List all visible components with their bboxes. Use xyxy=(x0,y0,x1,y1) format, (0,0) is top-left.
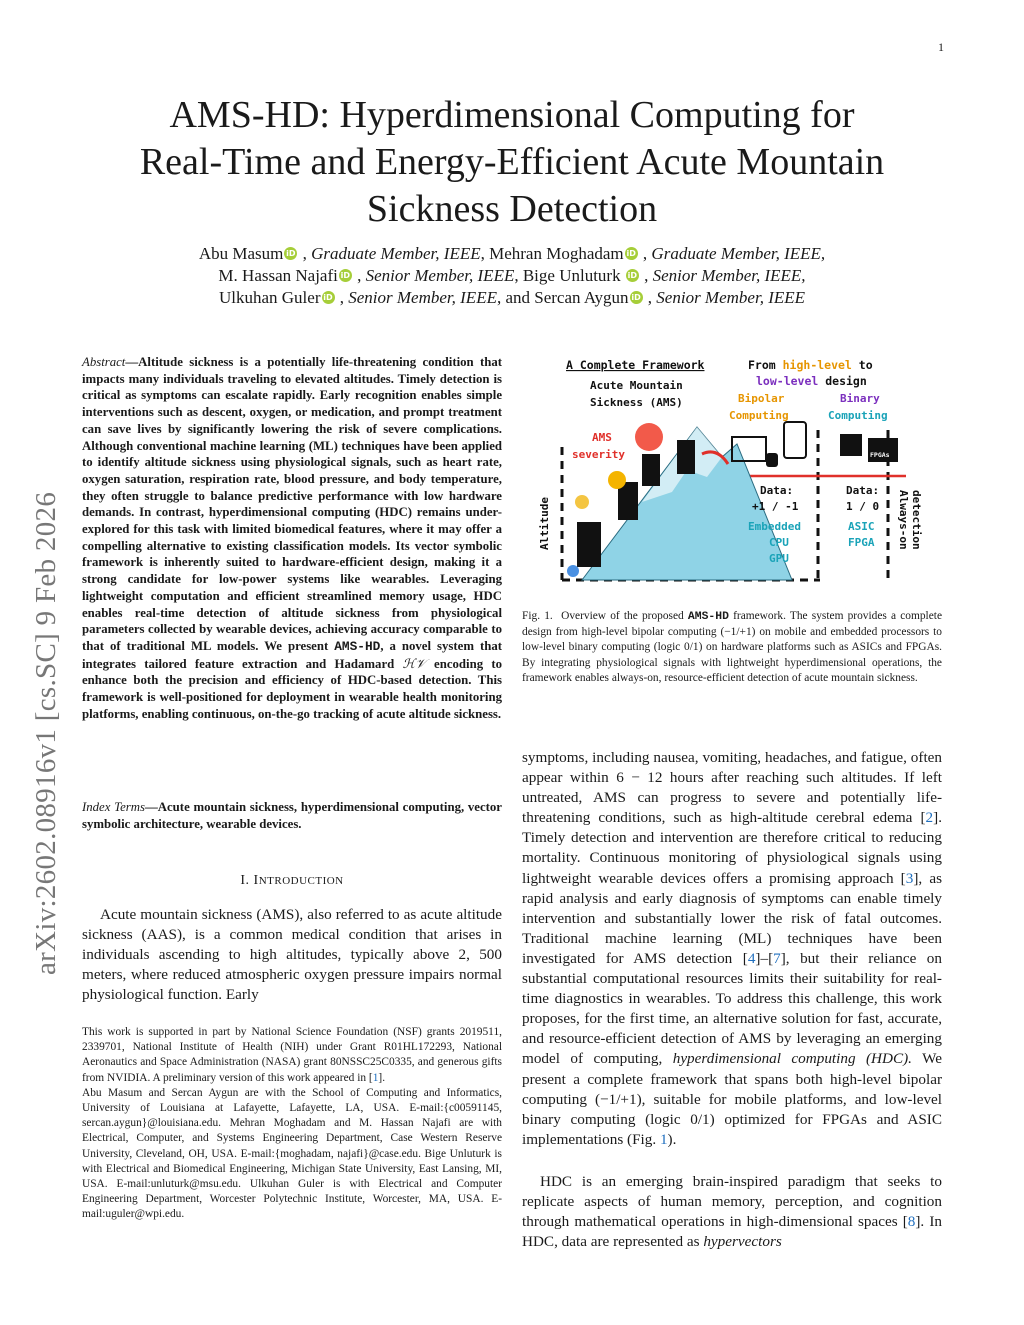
title-line-3: Sickness Detection xyxy=(366,188,658,230)
author-name: Mehran Moghadam xyxy=(489,244,624,263)
author-membership: Senior Member, IEEE, xyxy=(652,266,806,285)
index-terms-label: Index Terms xyxy=(82,800,145,814)
orcid-icon[interactable]: iD xyxy=(631,293,641,302)
phone-icon xyxy=(784,422,806,458)
author-name: Sercan Aygun xyxy=(534,288,629,307)
author-membership: Graduate Member, IEEE xyxy=(311,244,481,263)
fig-data-left-2: +1 / -1 xyxy=(752,500,799,513)
author-membership: Graduate Member, IEEE, xyxy=(651,244,826,263)
author-name: Bige Unluturk xyxy=(522,266,621,285)
intro-paragraph: Acute mountain sickness (AMS), also referred to as acute altitude sickness (AAS), is a common medical condition that arises in individuals ascending to high altitudes, typically above 2, 500 meters, where reduced atmospheric oxygen pressure impairs normal physiological function. Early xyxy=(82,906,502,1004)
fig-embedded: Embedded xyxy=(748,520,801,533)
orcid-icon[interactable]: iD xyxy=(627,271,638,280)
fig-altitude-label: Altitude xyxy=(538,497,551,550)
orcid-icon[interactable]: iD xyxy=(340,271,351,280)
fig-gpu: GPU xyxy=(769,552,789,565)
citation-link[interactable]: 8 xyxy=(907,1213,916,1231)
footnote xyxy=(82,1025,502,1223)
fpga-chip-label: FPGAs xyxy=(870,451,890,459)
fig-ams-label-1: Acute Mountain xyxy=(590,379,683,392)
orcid-icon[interactable]: iD xyxy=(286,249,296,258)
fig-always-on-1: Always-on xyxy=(897,490,910,550)
author-name: Abu Masum xyxy=(198,244,284,263)
fig-bipolar-1: Bipolar xyxy=(738,392,785,405)
funding-note: This work is supported in part by National Science Foundation (NSF) grants 2019511, 2339701, National Institute of Health (NIH) under Grant R01HL172293, National Aeronautics and Space Administration (NASA) grant 80NSSC25C0335, and generous gifts from NVIDIA. A preliminary version of this work appeared in [1]. xyxy=(82,1026,502,1084)
neutral-face-icon xyxy=(608,471,626,489)
fig-header-right: From high-level to xyxy=(748,358,873,372)
fig-data-right-1: Data: xyxy=(846,484,880,497)
sad-face-icon xyxy=(635,423,663,451)
author-membership: Senior Member, IEEE xyxy=(365,266,515,285)
fig-binary-2: Computing xyxy=(828,409,888,422)
author-name: Ulkuhan Guler xyxy=(218,288,321,307)
figure-caption: Fig. 1. Overview of the proposed AMS-HD framework. The system provides a complete design from high-level bipolar computing (−1/+1) on mobile and embedded processors to low-level binary computing (logic 0/1) on hardware platforms such as ASICs and FPGAs. By integrating physiological signals with lightweight hyperdimensional operations, the framework enables always-on, resource-efficient detection of acute mountain sickness. xyxy=(522,610,942,684)
system-name: AMS-HD xyxy=(687,611,729,623)
orcid-icon[interactable]: iD xyxy=(626,249,636,258)
chip-icon xyxy=(840,434,862,456)
right-paragraph-2: HDC is an emerging brain-inspired paradigm that seeks to replicate aspects of human memory, perception, and cognition through mathematical operations in high-dimensional spaces [8]. In HDC, data are represented as hypervectors xyxy=(522,1173,942,1251)
index-terms: Index Terms—Acute mountain sickness, hyperdimensional computing, vector symbolic architecture, wearable devices. xyxy=(82,800,502,831)
orcid-icon[interactable]: iD xyxy=(323,293,333,302)
citation-link[interactable]: 7 xyxy=(773,949,781,967)
fig-asic: ASIC xyxy=(848,520,875,533)
author-membership: Senior Member, IEEE xyxy=(656,288,806,307)
author-membership: Senior Member, IEEE xyxy=(348,288,497,307)
fig-severity-2: severity xyxy=(572,448,625,461)
fig-always-on-2: detection xyxy=(910,490,923,550)
figure-link[interactable]: 1 xyxy=(659,1130,668,1148)
fig-severity-1: AMS xyxy=(592,431,612,444)
fig-fpga: FPGA xyxy=(848,536,875,549)
affiliation-note: Abu Masum and Sercan Aygun are with the School of Computing and Informatics, University of Louisiana at Lafayette, Lafayette, LA, USA. E-mail:{c00591145, sercan.aygun}@louisiana.edu. Mehran Moghadam and M. Hassan Najafi are with Electrical, Computer, and Systems Engineering Department, Case Western Reserve University, Cleveland, OH, USA. E-mail:{moghadam, najafi}@case.edu. Bige Unluturk is with Electrical and Biomedical Engineering, Michigan State University, East Lansing, MI, USA. E-mail:unluturk@msu.edu. Ulkuhan Guler is with Electrical and Computer Engineering Department, Worcester Polytechnic Institute, Worcester, MA, USA. E-mail:uguler@wpi.edu. xyxy=(82,1086,502,1221)
system-name: AMS-HD xyxy=(334,638,381,654)
page-number: 1 xyxy=(938,40,944,54)
worried-face-icon xyxy=(575,495,589,509)
fig-header-right-2: low-level design xyxy=(756,374,867,388)
climber-icon xyxy=(677,440,695,474)
fig-ams-label-2: Sickness (AMS) xyxy=(590,396,683,409)
watch-icon xyxy=(766,453,778,467)
abstract-label: Abstract xyxy=(82,355,126,369)
hv-symbol: ℋ𝒱 xyxy=(402,656,426,671)
fig-header-left: A Complete Framework xyxy=(566,358,705,372)
happy-face-icon xyxy=(567,565,579,577)
citation-link[interactable]: 4 xyxy=(747,949,756,967)
right-paragraph-1: symptoms, including nausea, vomiting, headaches, and fatigue, often appear within 6 − 12 hours after reaching such altitudes. If left untreated, AMS can progress to severe and potentially life-threatening conditions, such as high-altitude cerebral edema [2]. Timely detection and intervention are therefore critical to reducing mortality. Continuous monitoring of physiological signals using lightweight wearable devices offers a promising approach [3], as rapid analysis and early diagnosis of symptoms can enable timely intervention and substantially lower the risk of fatal outcomes. Traditional machine learning (ML) techniques have been investigated for AMS detection [4]–[7], but their reliance on substantial computational resources limits their suitability for real-time diagnostics in wearables. To address this challenge, this work proposes, for the first time, an alternative solution for fast, accurate, and resource-efficient detection of AMS by leveraging an emerging model of computing, hyperdimensional computing (HDC). We present a complete framework that spans both high-level bipolar computing (−1/+1), suitable for mobile platforms, and low-level binary computing (logic 0/1) optimized for FPGAs and ASIC implementations (Fig. 1). xyxy=(522,749,942,1148)
author-name: M. Hassan Najafi xyxy=(218,266,338,285)
fig-cpu: CPU xyxy=(769,536,789,549)
figure-1 xyxy=(522,352,942,592)
fig-binary-1: Binary xyxy=(840,392,880,405)
climber-icon xyxy=(577,522,601,567)
paper-title xyxy=(60,92,964,233)
citation-link[interactable]: 1 xyxy=(372,1071,379,1084)
fig-data-right-2: 1 / 0 xyxy=(846,500,880,513)
abstract: Abstract—Altitude sickness is a potentially life-threatening condition that impacts many individuals traveling to elevated altitudes. Timely detection is critical as symptoms can escalate rapidly. Early recognition enables simple interventions such as descent, oxygen, or medication, and prompt treatment can save lives by significantly lowering the risk of severe complications. Although conventional machine learning (ML) techniques have been applied to identify altitude sickness using physiological signals, such as heart rate, oxygen saturation, respiration rate, blood pressure, and body temperature, they often struggle to balance predictive performance with low hardware demands. In contrast, hyperdimensional computing (HDC) remains under-explored for this task with limited biomedical features, where it may offer a compelling alternative to existing classification models. Its vector symbolic framework is inherently suited to hardware-efficient design, making it a strong candidate for low-power systems like wearables. Leveraging lightweight computation and efficient streamlined memory usage, HDC enables real-time detection of altitude sickness from physiological parameters collected by wearable devices, achieving accuracy comparable to that of traditional ML models. We present AMS-HD, a novel system that integrates tailored feature extraction and Hadamard ℋ𝒱 encoding to enhance both the precision and efficiency of HDC-based detection. This framework is well-positioned for deployment in wearable health monitoring platforms, enabling continuous, on-the-go tracking of acute altitude sickness. xyxy=(82,355,503,721)
author-list: Abu Masum iD , Graduate Member, IEEE, Mehran Moghadam iD , Graduate Member, IEEE, M. Hassan Najafi iD , Senior Member, IEEE, Bige Unluturk iD , Senior Member, IEEE, Ulkuhan Guler iD , Senior Member, IEEE, and Sercan Aygun iD , Senior Member, IEEE xyxy=(198,244,826,307)
citation-link[interactable]: 2 xyxy=(925,809,934,827)
fig-bipolar-2: Computing xyxy=(729,409,789,422)
title-line-2: Real-Time and Energy-Efficient Acute Mountain xyxy=(139,141,885,183)
title-line-1: AMS-HD: Hyperdimensional Computing for xyxy=(169,94,855,136)
climber-icon xyxy=(642,454,660,486)
arxiv-identifier[interactable]: arXiv:2602.08916v1 [cs.SC] 9 Feb 2026 xyxy=(30,491,62,975)
section-heading-introduction: I. INTRODUCTION xyxy=(240,873,344,888)
citation-link[interactable]: 3 xyxy=(905,869,914,887)
fig-data-left-1: Data: xyxy=(760,484,794,497)
